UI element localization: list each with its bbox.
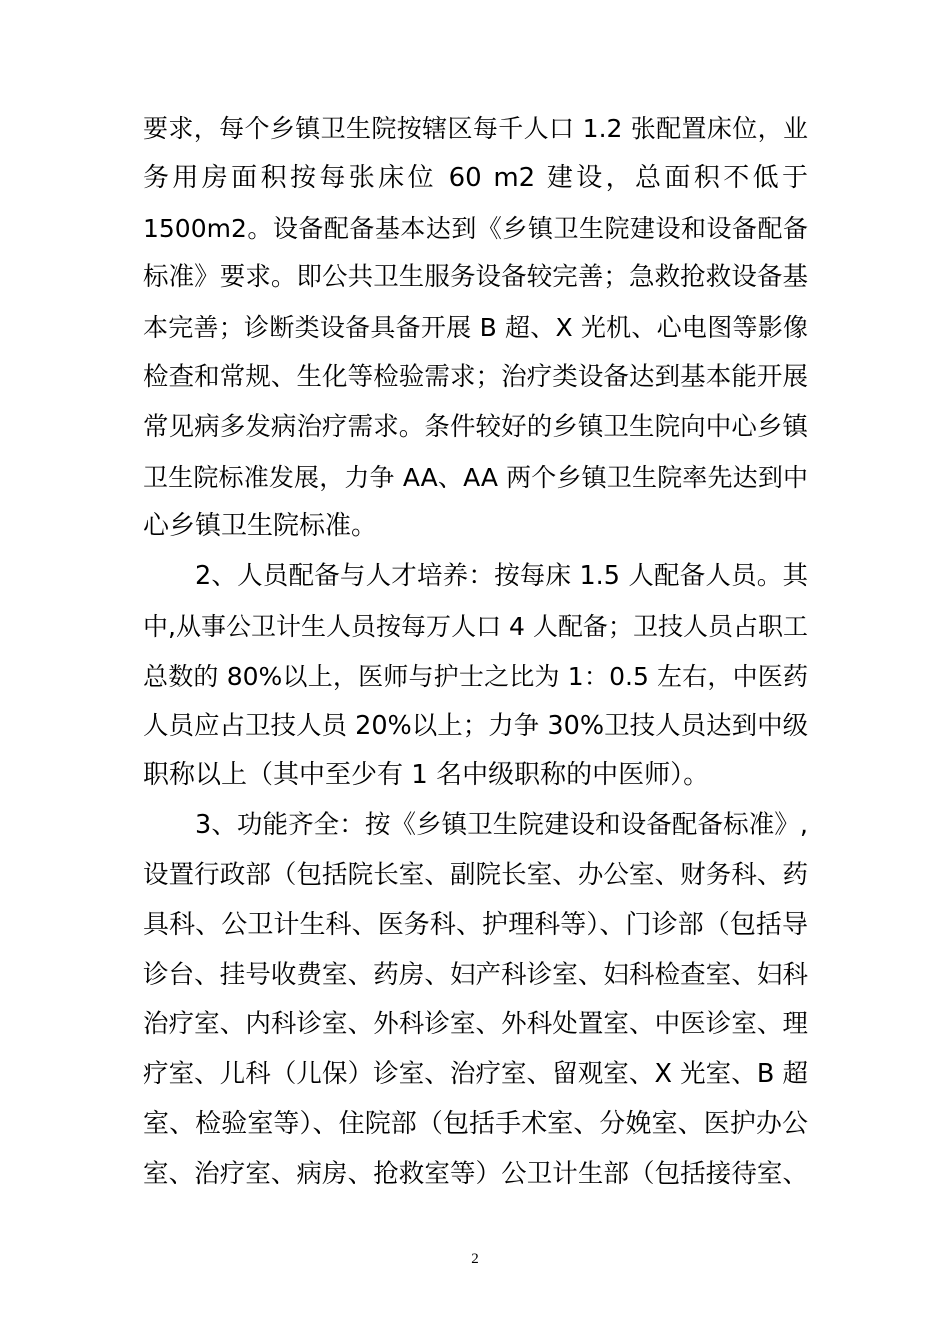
text-line: 标准》要求。即公共卫生服务设备较完善；急救抢救设备基 [143, 262, 808, 293]
text-line: 常见病多发病治疗需求。条件较好的乡镇卫生院向中心乡镇 [143, 411, 808, 442]
text-line: 疗室、儿科（儿保）诊室、治疗室、留观室、X 光室、B 超 [143, 1059, 808, 1090]
text-line: 总数的 80%以上，医师与护士之比为 1：0.5 左右，中医药 [143, 661, 808, 691]
text-line: 卫生院标准发展，力争 AA、AA 两个乡镇卫生院率先达到中 [143, 462, 808, 492]
text-line: 人员应占卫技人员 20%以上；力争 30%卫技人员达到中级 [143, 710, 809, 741]
text-line: 具科、公卫计生科、医务科、护理科等）、门诊部（包括导 [143, 909, 808, 940]
text-line: 3、功能齐全：按《乡镇卫生院建设和设备配备标准》, [195, 810, 808, 841]
text-line: 1500m2。设备配备基本达到《乡镇卫生院建设和设备配备 [143, 213, 808, 243]
body-text [143, 104, 808, 1200]
text-line: 要求，每个乡镇卫生院按辖区每千人口 1.2 张配置床位，业 [143, 114, 808, 143]
text-line: 2、人员配备与人才培养：按每床 1.5 人配备人员。其 [195, 561, 808, 592]
page-number: 2 [471, 1251, 479, 1267]
text-line: 设置行政部（包括院长室、副院长室、办公室、财务科、药 [143, 859, 808, 890]
text-line: 中,从事公卫计生人员按每万人口 4 人配备；卫技人员占职工 [143, 611, 808, 641]
text-line: 务用房面积按每张床位 60 m2 建设，总面积不低于 [143, 162, 808, 193]
text-line: 检查和常规、生化等检验需求；治疗类设备达到基本能开展 [143, 361, 808, 392]
text-line: 治疗室、内科诊室、外科诊室、外科处置室、中医诊室、理 [143, 1009, 808, 1040]
text-line: 诊台、挂号收费室、药房、妇产科诊室、妇科检查室、妇科 [143, 959, 808, 990]
text-line: 室、治疗室、病房、抢救室等）公卫计生部（包括接待室、 [143, 1158, 808, 1189]
text-line: 心乡镇卫生院标准。 [143, 511, 378, 542]
text-line: 室、检验室等）、住院部（包括手术室、分娩室、医护办公 [143, 1108, 808, 1139]
text-line: 本完善；诊断类设备具备开展 B 超、X 光机、心电图等影像 [143, 313, 808, 343]
text-line: 职称以上（其中至少有 1 名中级职称的中医师）。 [143, 760, 710, 791]
